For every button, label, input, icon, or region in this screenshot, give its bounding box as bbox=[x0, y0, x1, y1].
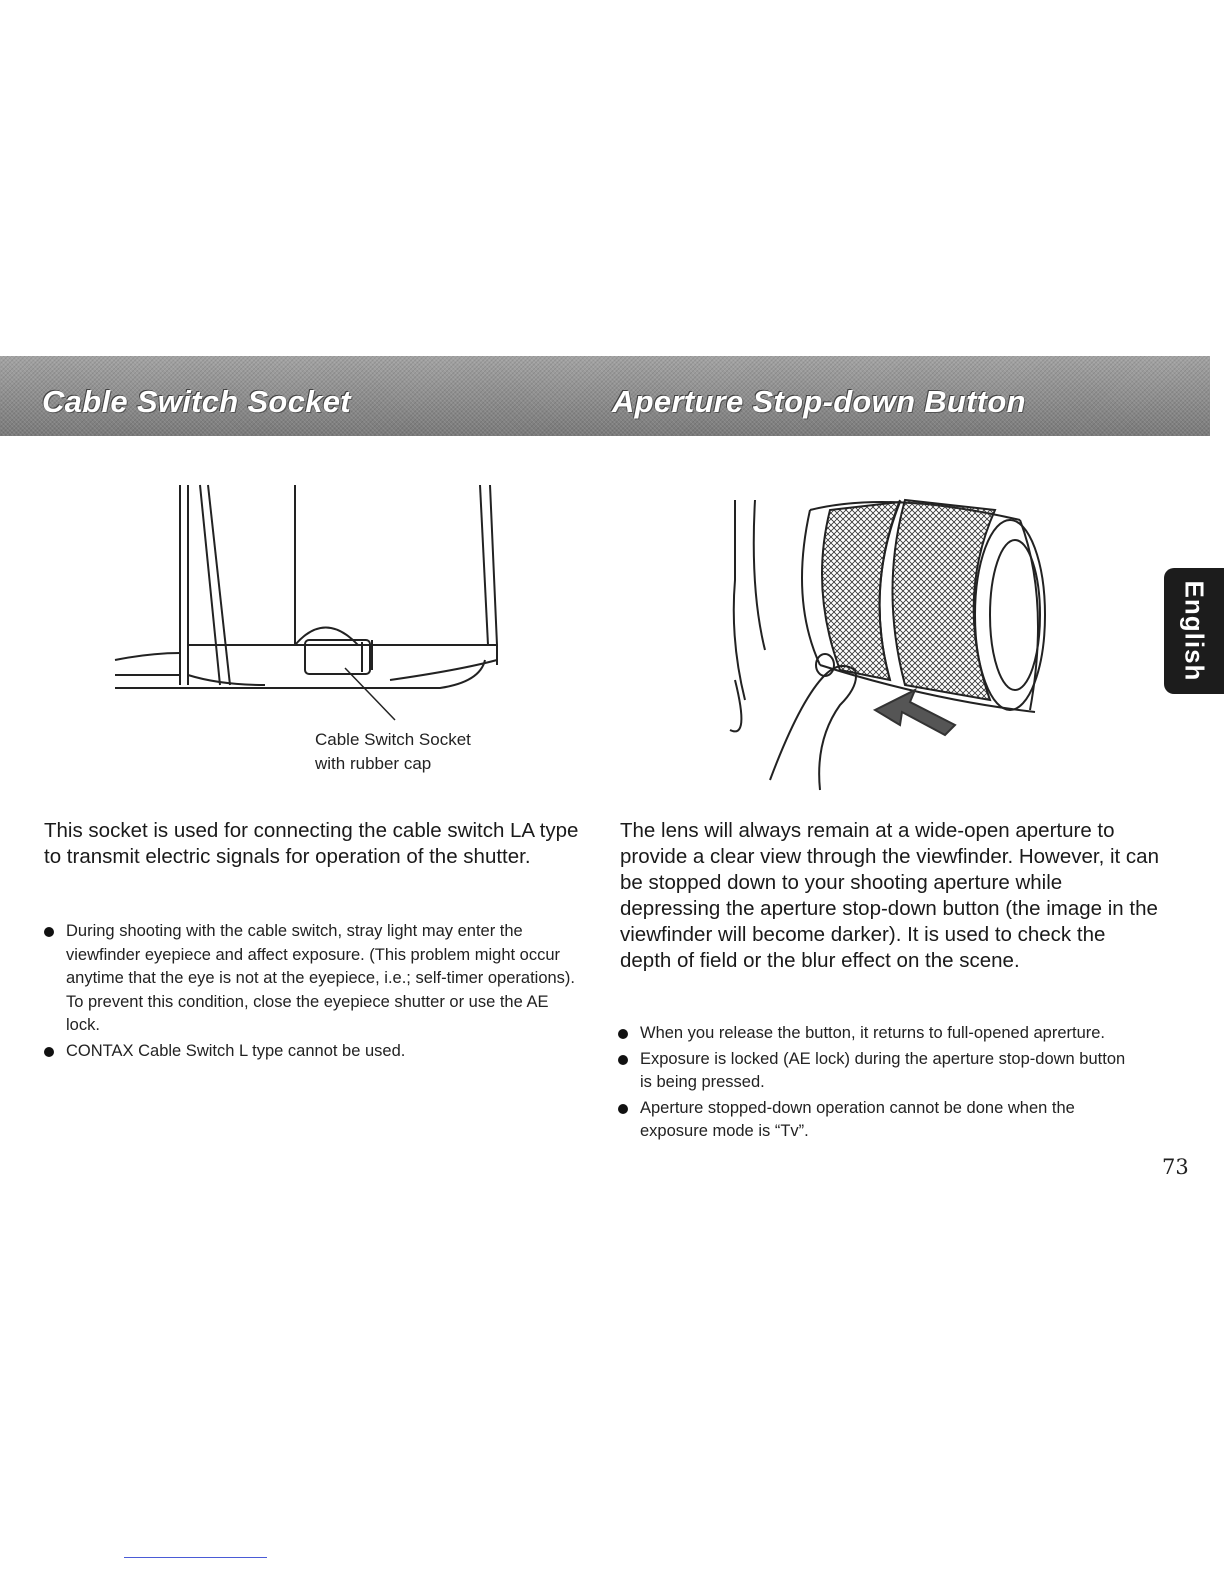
aperture-stop-down-figure bbox=[690, 480, 1150, 800]
language-tab-label: English bbox=[1179, 580, 1210, 682]
callout-line-1: Cable Switch Socket bbox=[315, 730, 471, 749]
aperture-stop-down-description: The lens will always remain at a wide-open aperture to provide a clear view through the viewfinder. However, it can be stopped down to your shooting aperture while depressing the aperture stop-down button (the image in the viewfinder will become darker). It is used to check the depth of field or the blur effect on the scene. bbox=[620, 819, 1159, 972]
bullet-text: During shooting with the cable switch, stray light may enter the viewfinder eyepiece and affect exposure. (This problem might occur anytime that the eye is not at the eyepiece, i.e.; self-timer operations). To prevent this condition, close the eyepiece shutter or use the AE lock. bbox=[66, 922, 576, 1034]
camera-bottom-illustration-icon bbox=[40, 470, 560, 800]
bullet-icon bbox=[618, 1055, 628, 1065]
page-number: 73 bbox=[1162, 1155, 1189, 1179]
list-item bbox=[44, 920, 584, 1038]
aperture-stop-down-notes bbox=[618, 1022, 1138, 1146]
list-item bbox=[44, 1040, 584, 1064]
list-item bbox=[618, 1048, 1138, 1095]
bullet-icon bbox=[618, 1104, 628, 1114]
bullet-text: When you release the button, it returns to full-opened aprerture. bbox=[640, 1024, 1106, 1042]
cable-switch-socket-heading: Cable Switch Socket bbox=[42, 384, 351, 419]
bullet-text: Exposure is locked (AE lock) during the aperture stop-down button is being pressed. bbox=[640, 1049, 1126, 1091]
language-tab bbox=[1164, 568, 1224, 694]
bullet-text: CONTAX Cable Switch L type cannot be used. bbox=[66, 1041, 406, 1060]
cable-switch-notes bbox=[44, 920, 584, 1065]
lens-stop-down-illustration-icon bbox=[690, 480, 1150, 800]
socket-callout bbox=[315, 728, 471, 776]
footer-rule bbox=[124, 1557, 267, 1558]
cable-switch-socket-figure bbox=[40, 470, 560, 800]
bullet-icon bbox=[44, 927, 54, 937]
cable-switch-description: This socket is used for connecting the cable switch LA type to transmit electric signals for operation of the shutter. bbox=[44, 819, 579, 868]
bullet-icon bbox=[618, 1029, 628, 1039]
section-header-band bbox=[0, 356, 1210, 436]
bullet-text: Aperture stopped-down operation cannot be done when the exposure mode is “Tv”. bbox=[640, 1098, 1075, 1140]
list-item bbox=[618, 1097, 1138, 1144]
callout-line-2: with rubber cap bbox=[315, 754, 432, 773]
list-item bbox=[618, 1022, 1138, 1046]
aperture-stop-down-heading: Aperture Stop-down Button bbox=[612, 384, 1026, 419]
bullet-icon bbox=[44, 1047, 54, 1057]
